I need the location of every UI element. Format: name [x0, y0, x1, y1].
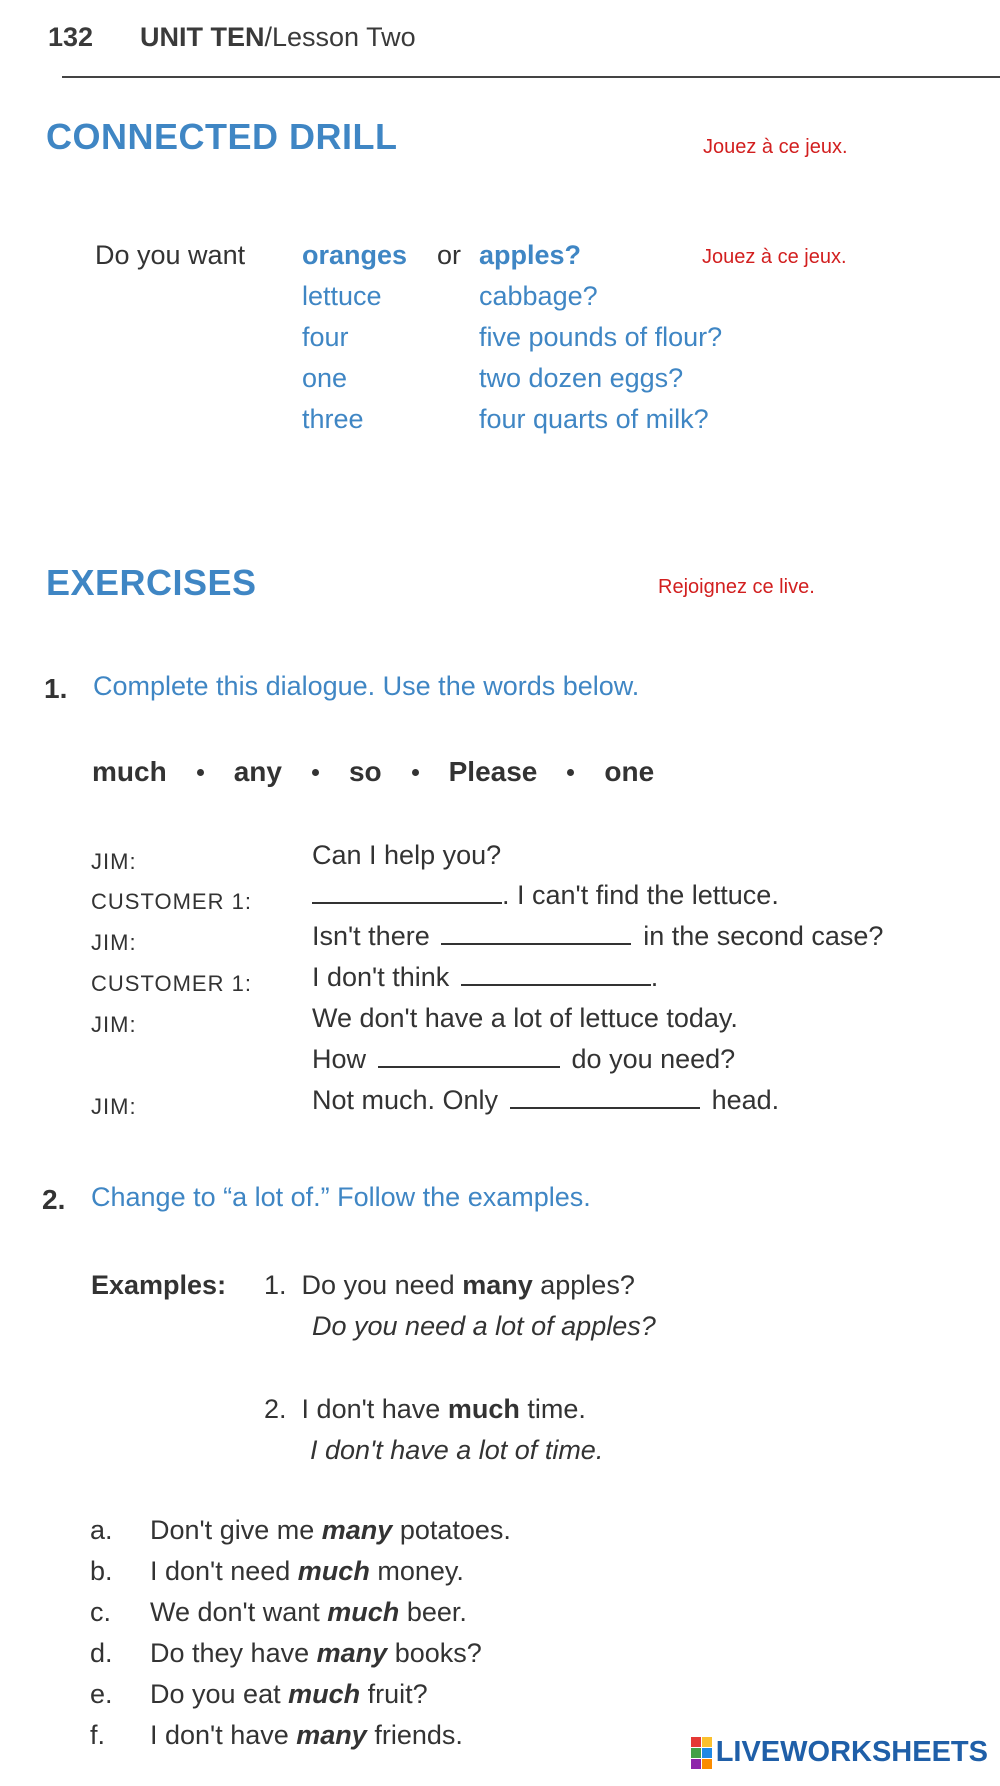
- item-post: friends.: [374, 1720, 463, 1750]
- examples-label: Examples:: [91, 1270, 227, 1300]
- example-pre: I don't have: [301, 1394, 441, 1424]
- drill-first-option: oranges: [302, 240, 408, 270]
- example-post: apples?: [540, 1270, 635, 1300]
- item-sentence: [150, 1679, 428, 1710]
- word-bank-item: one: [604, 756, 655, 787]
- item-sentence: [150, 1638, 482, 1669]
- example-number: 2.: [264, 1394, 287, 1424]
- header-rule: [62, 76, 1000, 78]
- liveworksheets-icon: [691, 1737, 712, 1769]
- liveworksheets-logo: [691, 1736, 988, 1769]
- item-post: fruit?: [367, 1679, 428, 1709]
- item-sentence: [150, 1515, 511, 1546]
- drill-note-1[interactable]: Jouez à ce jeux.: [703, 136, 848, 158]
- item-pre: I don't have: [150, 1720, 289, 1750]
- word-bank-item: so: [348, 756, 382, 787]
- drill-row-right: cabbage?: [479, 281, 598, 311]
- item-letter: c.: [90, 1597, 112, 1627]
- item-bold-word: many: [296, 1720, 367, 1750]
- answer-blank[interactable]: [312, 880, 502, 904]
- item-bold-word: many: [321, 1515, 393, 1545]
- item-letter: f.: [90, 1720, 106, 1750]
- exercise-2-number: 2.: [42, 1184, 66, 1215]
- dialogue-line-post: . I can't find the lettuce.: [502, 880, 779, 910]
- item-pre: Do you eat: [150, 1679, 281, 1709]
- word-bank-item: Please: [448, 756, 538, 787]
- lesson-title: /Lesson Two: [264, 22, 416, 52]
- bullet-dot: [567, 769, 574, 776]
- bullet-dot: [197, 769, 204, 776]
- item-bold-word: much: [297, 1556, 370, 1586]
- item-sentence: [150, 1597, 467, 1628]
- bullet-dot: [312, 769, 319, 776]
- exercise-1-number: 1.: [44, 673, 68, 704]
- item-post: potatoes.: [399, 1515, 511, 1545]
- answer-blank[interactable]: [378, 1044, 560, 1068]
- answer-blank[interactable]: [510, 1085, 700, 1109]
- example-post: time.: [527, 1394, 586, 1424]
- answer-blank[interactable]: [461, 962, 651, 986]
- dialogue-line: [312, 921, 883, 952]
- dialogue-line: We don't have a lot of lettuce today.: [312, 1003, 738, 1033]
- item-post: books?: [394, 1638, 482, 1668]
- example-answer: Do you need a lot of apples?: [312, 1311, 656, 1341]
- drill-row-right: two dozen eggs?: [479, 363, 684, 393]
- drill-row-left: three: [302, 404, 364, 434]
- dialogue-line: [312, 962, 658, 993]
- dialogue-line-post: head.: [711, 1085, 780, 1115]
- item-letter: b.: [90, 1556, 113, 1586]
- page-number: 132: [48, 22, 94, 52]
- drill-row-left: one: [302, 363, 348, 393]
- dialogue-line-pre: Isn't there: [312, 921, 430, 951]
- item-post: beer.: [406, 1597, 467, 1627]
- bullet-dot: [412, 769, 419, 776]
- item-bold-word: many: [316, 1638, 388, 1668]
- item-pre: We don't want: [150, 1597, 320, 1627]
- exercises-note[interactable]: Rejoignez ce live.: [658, 576, 815, 598]
- dialogue-speaker: JIM:: [91, 930, 137, 955]
- dialogue-line: Can I help you?: [312, 840, 502, 870]
- dialogue-line-post: do you need?: [571, 1044, 736, 1074]
- unit-heading: [140, 22, 416, 53]
- item-sentence: [150, 1720, 463, 1751]
- unit-title: UNIT TEN: [140, 22, 265, 52]
- word-bank-item: much: [92, 756, 167, 787]
- dialogue-speaker: CUSTOMER 1:: [91, 889, 252, 914]
- item-post: money.: [377, 1556, 464, 1586]
- exercise-2-instruction: Change to “a lot of.” Follow the examples.: [91, 1182, 591, 1212]
- example-line: [264, 1394, 586, 1425]
- answer-blank[interactable]: [441, 921, 631, 945]
- item-letter: a.: [90, 1515, 113, 1545]
- drill-row-right: four quarts of milk?: [479, 404, 709, 434]
- item-pre: I don't need: [150, 1556, 291, 1586]
- item-pre: Don't give me: [150, 1515, 315, 1545]
- exercises-title: EXERCISES: [46, 562, 257, 603]
- drill-row-right: five pounds of flour?: [479, 322, 723, 352]
- drill-note-2[interactable]: Jouez à ce jeux.: [702, 246, 847, 268]
- dialogue-line-pre: Not much. Only: [312, 1085, 499, 1115]
- drill-prompt: Do you want: [95, 240, 246, 270]
- example-line: [264, 1270, 635, 1301]
- liveworksheets-text: LIVEWORKSHEETS: [715, 1736, 988, 1768]
- drill-row-left: four: [302, 322, 349, 352]
- dialogue-speaker: JIM:: [91, 1094, 137, 1119]
- dialogue-line-pre: I don't think: [312, 962, 450, 992]
- example-bold-word: many: [462, 1270, 533, 1300]
- drill-or: or: [437, 240, 462, 270]
- item-letter: e.: [90, 1679, 113, 1709]
- connected-drill-title: CONNECTED DRILL: [46, 116, 398, 157]
- dialogue-speaker: JIM:: [91, 849, 137, 874]
- drill-row-left: lettuce: [302, 281, 382, 311]
- item-bold-word: much: [288, 1679, 361, 1709]
- example-pre: Do you need: [301, 1270, 455, 1300]
- item-sentence: [150, 1556, 464, 1587]
- drill-second-option: apples?: [479, 240, 582, 270]
- dialogue-line: [312, 1044, 735, 1075]
- dialogue-line-post: .: [650, 962, 659, 992]
- dialogue-line-post: in the second case?: [643, 921, 884, 951]
- dialogue-line: [312, 880, 779, 911]
- item-bold-word: much: [327, 1597, 400, 1627]
- item-letter: d.: [90, 1638, 113, 1668]
- item-pre: Do they have: [150, 1638, 310, 1668]
- dialogue-line-pre: How: [312, 1044, 367, 1074]
- word-bank-item: any: [233, 756, 282, 787]
- exercise-1-instruction: Complete this dialogue. Use the words below.: [93, 671, 640, 701]
- word-bank: [92, 756, 654, 788]
- dialogue-line: [312, 1085, 779, 1116]
- example-number: 1.: [264, 1270, 287, 1300]
- dialogue-speaker: CUSTOMER 1:: [91, 971, 252, 996]
- example-answer: I don't have a lot of time.: [310, 1435, 604, 1465]
- dialogue-speaker: JIM:: [91, 1012, 137, 1037]
- example-bold-word: much: [447, 1394, 520, 1424]
